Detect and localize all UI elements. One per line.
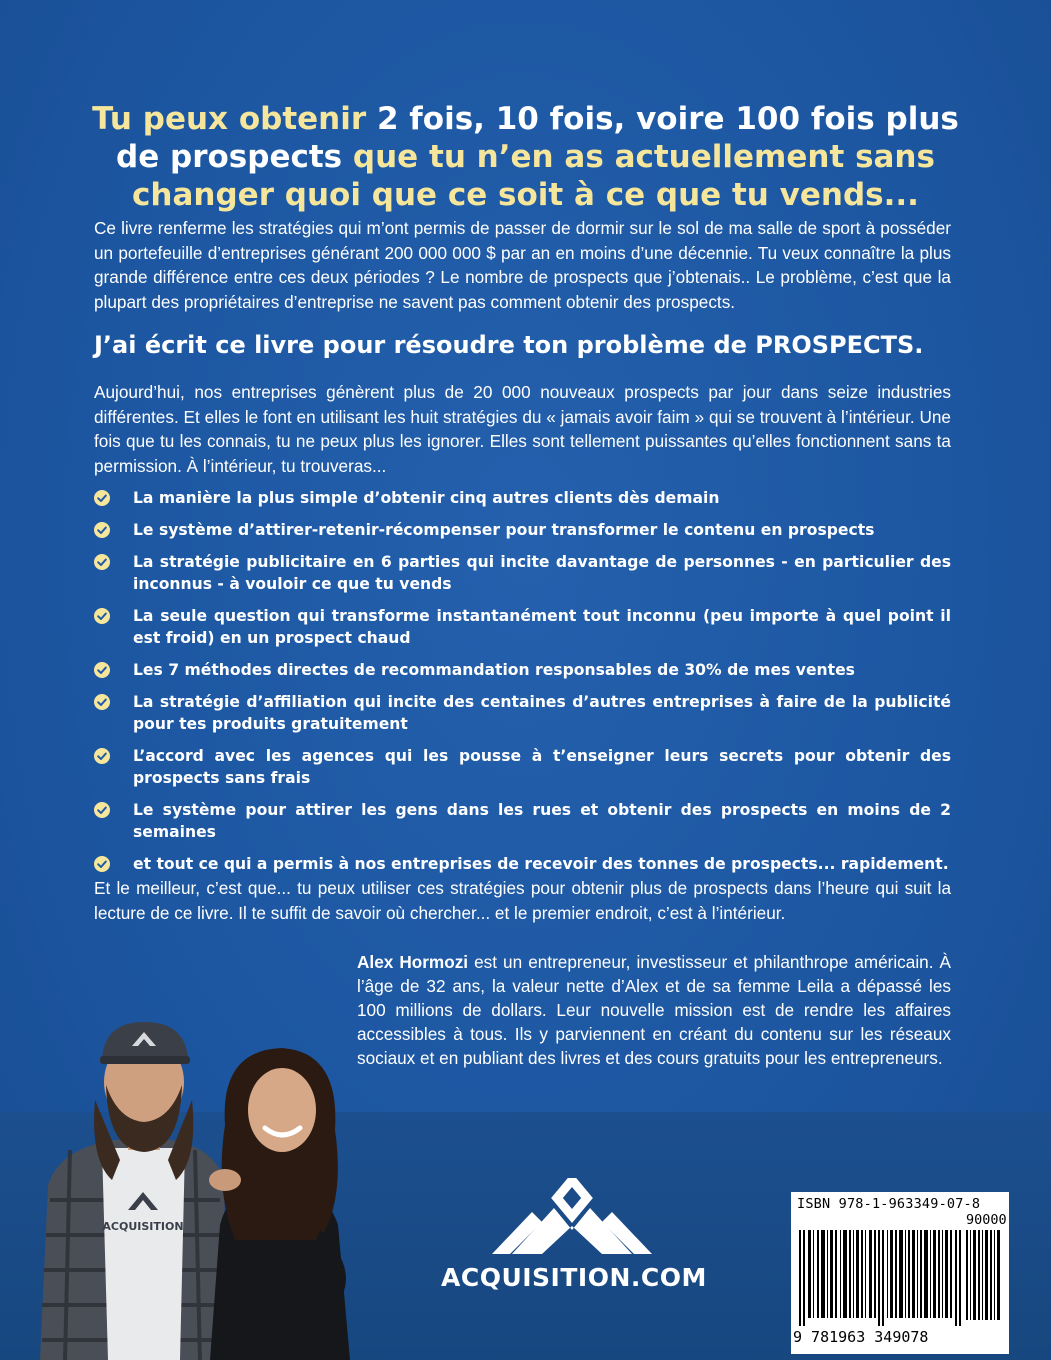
list-item <box>94 487 951 509</box>
list-item <box>94 551 951 595</box>
list-item-text: L’accord avec les agences qui les pousse à t’enseigner leurs secrets pour obtenir des prospects sans frais <box>133 747 951 787</box>
isbn-barcode <box>791 1192 1009 1354</box>
authors-photo <box>20 1010 370 1360</box>
headline <box>60 100 991 214</box>
isbn-label: ISBN 978-1-963349-07-8 <box>797 1196 981 1212</box>
shirt-logo-text: ACQUISITION <box>102 1220 184 1233</box>
check-circle-icon <box>94 856 110 872</box>
barcode-digits: 9 781963 349078 <box>793 1328 929 1346</box>
list-item <box>94 745 951 789</box>
check-circle-icon <box>94 608 110 624</box>
list-item <box>94 519 951 541</box>
author-bio <box>357 950 951 1070</box>
closing-paragraph: Et le meilleur, c’est que... tu peux utiliser ces stratégies pour obtenir plus de prospects dans l’heure qui suit la lecture de ce livre. Il te suffit de savoir où chercher... et le premier endroit, c’est à l’intérieur. <box>94 878 951 923</box>
price-code: 90000 <box>966 1212 1007 1228</box>
list-item <box>94 799 951 843</box>
headline-part-5: changer quoi que ce soit à ce que tu vends... <box>132 177 919 213</box>
author-bio-text: est un entrepreneur, investisseur et philanthrope américain. À l’âge de 32 ans, la valeur nette d’Alex et de sa femme Leila a dépassé les 100 millions de dollars. Leur nouvelle mission est de rendre les affaires accessibles à tous. Ils y parviennent en créant du contenu sur les réseaux sociaux et en publiant des livres et des cours gratuits pour les entrepreneurs. <box>357 952 951 1068</box>
list-item <box>94 659 951 681</box>
author-name: Alex Hormozi <box>357 952 469 972</box>
check-circle-icon <box>94 554 110 570</box>
check-circle-icon <box>94 748 110 764</box>
check-circle-icon <box>94 522 110 538</box>
check-circle-icon <box>94 802 110 818</box>
list-item-text: Le système pour attirer les gens dans les rues et obtenir des prospects en moins de 2 semaines <box>133 801 951 841</box>
list-item-text: Le système d’attirer-retenir-récompenser pour transformer le contenu en prospects <box>133 521 875 539</box>
list-item-text: et tout ce qui a permis à nos entreprises de recevoir des tonnes de prospects... rapidement. <box>133 855 949 873</box>
list-item-text: La stratégie publicitaire en 6 parties qui incite davantage de personnes - en particulier des inconnus - à vouloir ce que tu vends <box>133 553 951 593</box>
list-item <box>94 853 951 875</box>
list-item-text: La seule question qui transforme instantanément tout inconnu (peu importe à quel point il est froid) en un prospect chaud <box>133 607 951 647</box>
acquisition-wordmark: ACQUISITION.COM <box>441 1263 707 1292</box>
headline-part-1: Tu peux obtenir <box>92 101 367 137</box>
check-circle-icon <box>94 490 110 506</box>
list-item-text: La stratégie d’affiliation qui incite des centaines d’autres entreprises à faire de la publicité pour tes produits gratuitement <box>133 693 951 733</box>
headline-part-3: de prospects <box>116 139 343 175</box>
acquisition-logo-icon <box>492 1178 652 1258</box>
list-item <box>94 605 951 649</box>
headline-part-4: que tu n’en as actuellement sans <box>342 139 935 175</box>
list-item-text: La manière la plus simple d’obtenir cinq autres clients dès demain <box>133 489 720 507</box>
barcode-bars <box>799 1230 963 1326</box>
intro-paragraph: Ce livre renferme les stratégies qui m’ont permis de passer de dormir sur le sol de ma salle de sport à posséder un portefeuille d’entreprises générant 200 000 000 $ par an en moins d’une décennie. Tu veux connaître la plus grande différence entre ces deux périodes ? Le nombre de prospects que j’obtenais.. Le problème, c’est que la plupart des propriétaires d’entreprise ne savent pas comment obtenir des prospects. <box>94 218 951 312</box>
price-barcode-bars <box>963 1230 1003 1320</box>
benefits-list <box>94 487 951 885</box>
headline-part-2: 2 fois, 10 fois, voire 100 fois plus <box>366 101 959 137</box>
check-circle-icon <box>94 694 110 710</box>
body-paragraph: Aujourd’hui, nos entreprises génèrent plus de 20 000 nouveaux prospects par jour dans seize industries différentes. Et elles le font en utilisant les huit stratégies du « jamais avoir faim » qui se trouvent à l’intérieur. Une fois que tu les connais, tu ne peux plus les ignorer. Elles sont tellement puissantes qu’elles fonctionnent sans ta permission. À l’intérieur, tu trouveras... <box>94 382 951 476</box>
subheading: J’ai écrit ce livre pour résoudre ton problème de PROSPECTS. <box>94 331 924 359</box>
list-item-text: Les 7 méthodes directes de recommandation responsables de 30% de mes ventes <box>133 661 855 679</box>
list-item <box>94 691 951 735</box>
check-circle-icon <box>94 662 110 678</box>
